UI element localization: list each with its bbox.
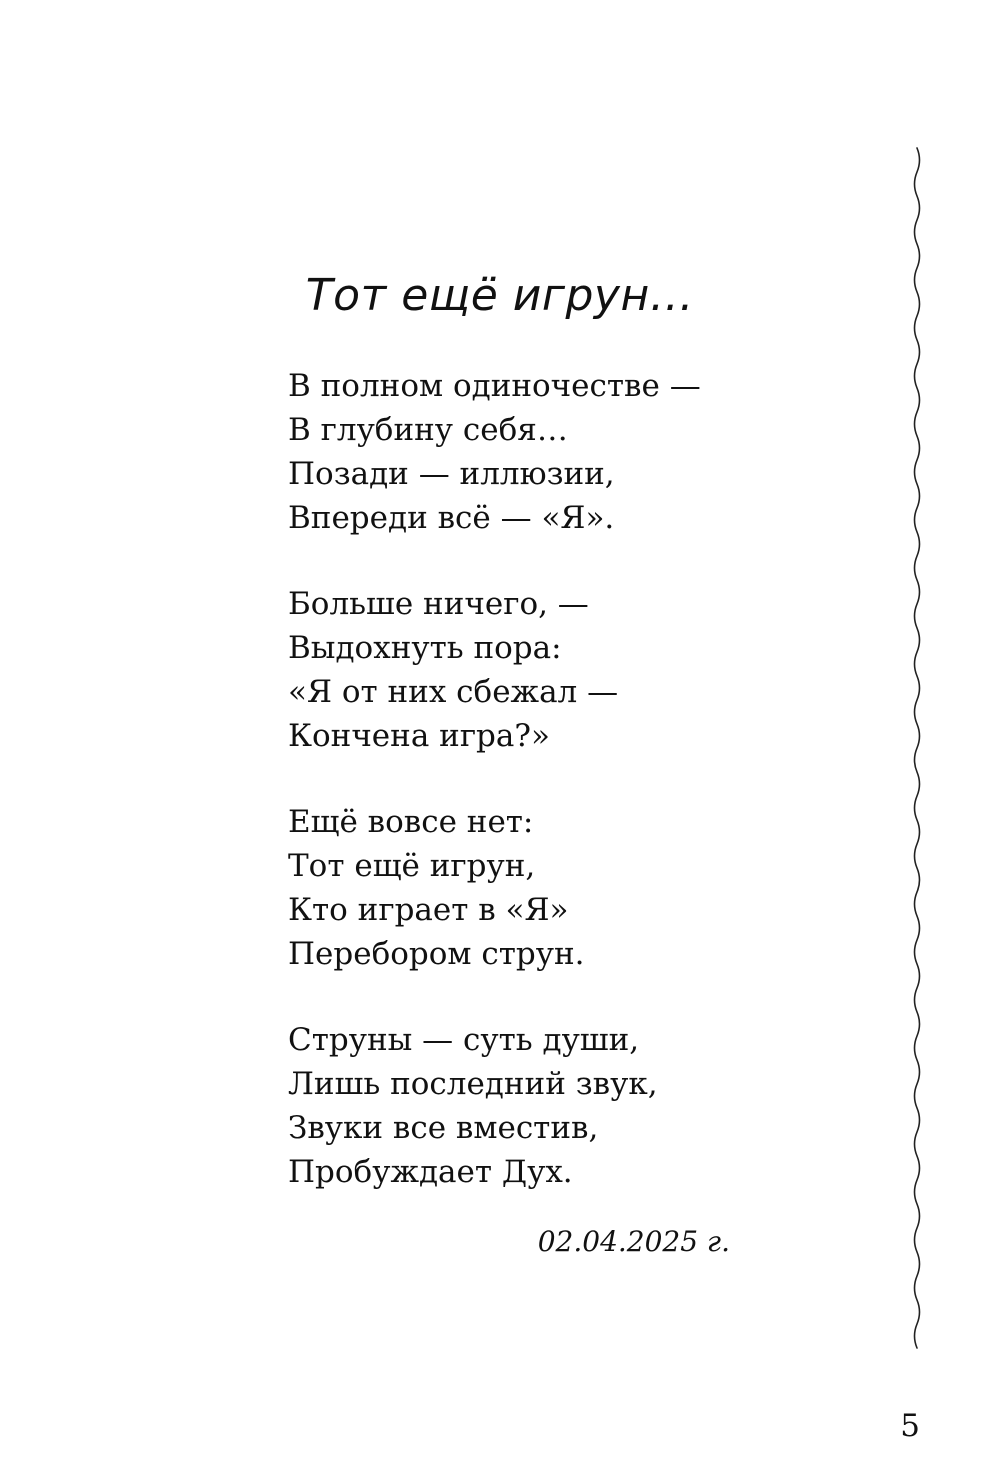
poem-line: Перебором струн. [288, 936, 585, 972]
poem-line: «Я от них сбежал — [288, 674, 619, 710]
poem-line: Впереди всё — «Я». [288, 500, 615, 536]
poem-line: Звуки все вместив, [288, 1110, 599, 1146]
poem-line: В полном одиночестве — [288, 368, 701, 404]
stanza-1 [288, 364, 701, 540]
stanza-4 [288, 1018, 701, 1194]
poem-line: Струны — суть души, [288, 1022, 640, 1058]
poem-line: Больше ничего, — [288, 586, 589, 622]
wavy-line-icon [904, 146, 930, 1356]
poem-line: Тот ещё игрун, [288, 848, 536, 884]
poem-line: Пробуждает Дух. [288, 1154, 573, 1190]
poem-line: Кончена игра?» [288, 718, 550, 754]
stanza-3 [288, 800, 701, 976]
poem-line: Выдохнуть пора: [288, 630, 562, 666]
poem-line: Ещё вовсе нет: [288, 804, 534, 840]
page-number: 5 [900, 1408, 920, 1444]
poem-line: В глубину себя… [288, 412, 568, 448]
poem-line: Лишь последний звук, [288, 1066, 658, 1102]
poem-date: 02.04.2025 г. [537, 1225, 730, 1258]
poem-line: Кто играет в «Я» [288, 892, 569, 928]
poem-line: Позади — иллюзии, [288, 456, 615, 492]
poem-body [288, 364, 701, 1236]
stanza-2 [288, 582, 701, 758]
poem-title: Тот ещё игрун… [305, 270, 695, 321]
